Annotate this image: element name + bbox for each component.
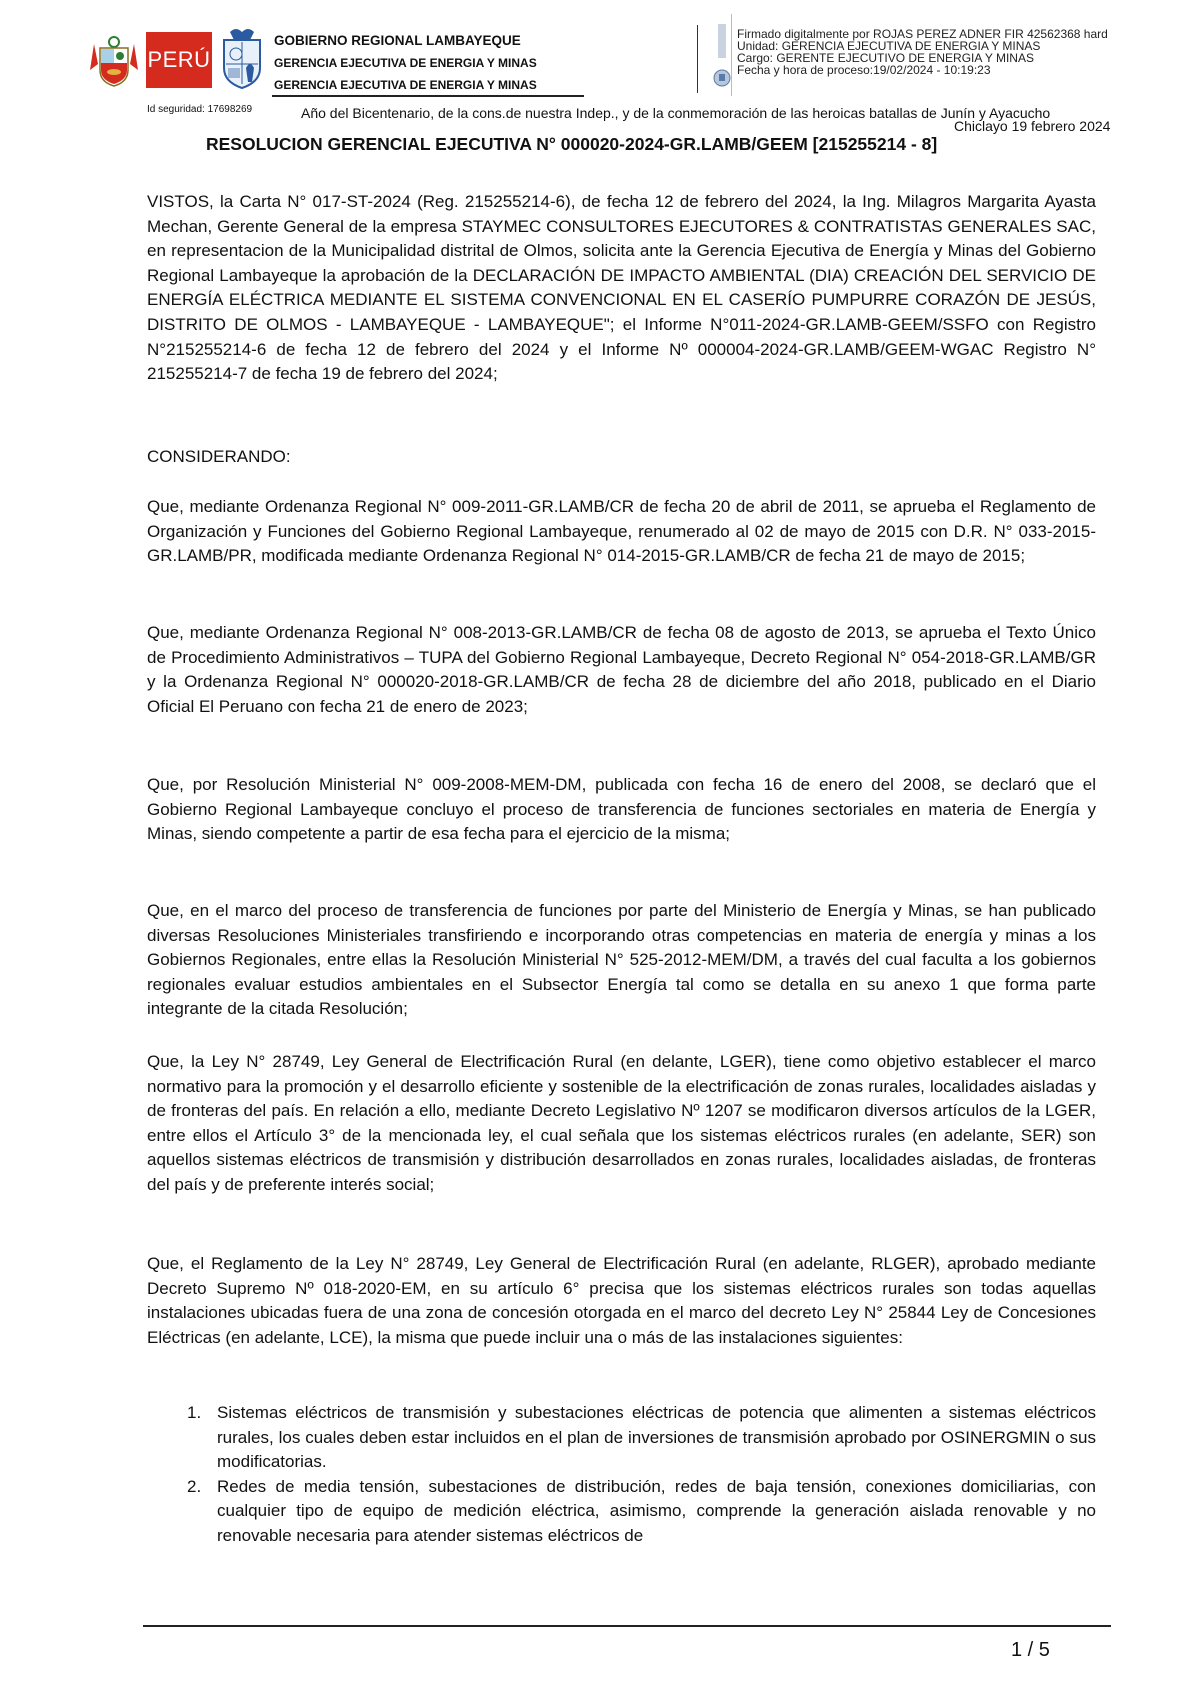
list-item (147, 1401, 1096, 1475)
paragraph: Que, mediante Ordenanza Regional N° 008-2013-GR.LAMB/CR de fecha 08 de agosto de 2013, se aprueba el Texto Único de Procedimiento Administrativos – TUPA del Gobierno Regional Lambayeque, Decreto Regional N° 054-2018-GR.LAMB/GR y la Ordenanza Regional N° 000020-2018-GR.LAMB/CR de fecha 28 de diciembre del año 2018, publicado en el Diario Oficial El Peruano con fecha 21 de enero de 2023; (147, 623, 1096, 716)
paragraph: Que, el Reglamento de la Ley N° 28749, Ley General de Electrificación Rural (en adelante, RLGER), aprobado mediante Decreto Supremo Nº 018-2020-EM, en su artículo 6° precisa que los sistemas eléctricos rurales son todas aquellas instalaciones ubicadas fuera de una zona de concesión otorgada en el marco del decreto Ley N° 25844 Ley de Concesiones Eléctricas (en adelante, LCE), la misma que puede incluir una o más de las instalaciones siguientes: (147, 1254, 1096, 1347)
list-item (147, 1475, 1096, 1549)
org-subtitle-2: GERENCIA EJECUTIVA DE ENERGIA Y MINAS (274, 78, 537, 92)
paragraph: Que, la Ley N° 28749, Ley General de Electrificación Rural (en delante, LGER), tiene como objetivo establecer el marco normativo para la promoción y el desarrollo eficiente y sostenible de la electrificación de zonas rurales, localidades aisladas y de fronteras del país. En relación a ello, mediante Decreto Legislativo Nº 1207 se modificaron diversos artículos de la LGER, entre ellos el Artículo 3° de la mencionada ley, el cual señala que los sistemas eléctricos rurales (en adelante, SER) son aquellos sistemas eléctricos de transmisión y distribución desarrollados en zonas rurales, localidades aisladas, de fronteras del país y de preferente interés social; (147, 1052, 1096, 1194)
paragraph: Que, por Resolución Ministerial N° 009-2008-MEM-DM, publicada con fecha 16 de enero del 2008, se declaró que el Gobierno Regional Lambayeque concluyo el proceso de transferencia de funciones sectoriales en materia de Energía y Minas, siendo competente a partir de esa fecha para el ejercicio de la misma; (147, 775, 1096, 844)
org-title: GOBIERNO REGIONAL LAMBAYEQUE (274, 33, 521, 48)
signature-unit: Unidad: GERENCIA EJECUTIVA DE ENERGIA Y MINAS (737, 39, 1041, 53)
list-item-text: Redes de media tensión, subestaciones de distribución, redes de baja tensión, conexiones domiciliarias, con cualquier tipo de equipo de medición eléctrica, asimismo, comprende la generación aislada renovable y no renovable necesaria para atender sistemas eléctricos de (217, 1476, 1096, 1545)
page-number: 1 / 5 (1011, 1639, 1050, 1661)
lambayeque-crest-icon (216, 24, 268, 90)
signature-divider (731, 14, 732, 96)
security-id: Id seguridad: 17698269 (147, 104, 253, 115)
peru-coat-of-arms-icon (88, 30, 140, 90)
signature-left-bar (697, 25, 698, 93)
signature-signer: Firmado digitalmente por ROJAS PEREZ ADNER FIR 42562368 hard (737, 27, 1108, 41)
vistos-paragraph: VISTOS, la Carta N° 017-ST-2024 (Reg. 215255214-6), de fecha 12 de febrero del 2024, la Ing. Milagros Margarita Ayasta Mechan, Gerente General de la empresa STAYMEC CONSULTORES EJECUTORES & CONTRATISTAS GENERALES SAC, en representacion de la Municipalidad distrital de Olmos, solicita ante la Gerencia Ejecutiva de Energía y Minas del Gobierno Regional Lambayeque la aprobación de la DECLARACIÓN DE IMPACTO AMBIENTAL (DIA) CREACIÓN DEL SERVICIO DE ENERGÍA ELÉCTRICA MEDIANTE EL SISTEMA CONVENCIONAL EN EL CASERÍO PUMPURRE CORAZÓN DE JESÚS, DISTRITO DE OLMOS - LAMBAYEQUE - LAMBAYEQUE"; el Informe N°011-2024-GR.LAMB-GEEM/SSFO con Registro N°215255214-6 de fecha 12 de febrero del 2024 y el Informe Nº 000004-2024-GR.LAMB/GEEM-WGAC Registro N° 215255214-7 de fecha 19 de febrero del 2024; (147, 192, 1096, 384)
resolution-title: RESOLUCION GERENCIAL EJECUTIVA N° 000020-2024-GR.LAMB/GEEM [215255214 - 8] (206, 134, 938, 154)
list-item-number: 2. (187, 1476, 202, 1496)
signature-role: Cargo: GERENTE EJECUTIVO DE ENERGIA Y MINAS (737, 51, 1034, 65)
peru-brand-logo (146, 32, 212, 88)
digital-signature-block (737, 28, 1108, 76)
considerando-heading: CONSIDERANDO: (147, 447, 291, 466)
list-item-number: 1. (187, 1403, 202, 1422)
signature-datetime: Fecha y hora de proceso:19/02/2024 - 10:19:23 (737, 63, 991, 77)
paragraph: Que, en el marco del proceso de transferencia de funciones por parte del Ministerio de Energía y Minas, se han publicado diversas Resoluciones Ministeriales transfiriendo e incorporando otras competencias en materia de energía y minas a los Gobiernos Regionales, entre ellas la Resolución Ministerial N° 525-2012-MEM/DM, a través del cual faculta a los gobiernos regionales evaluar estudios ambientales en el Subsector Energía tal como se detalla en su anexo 1 que forma parte integrante de la citada Resolución; (147, 901, 1096, 1019)
paragraph: Que, mediante Ordenanza Regional N° 009-2011-GR.LAMB/CR de fecha 20 de abril de 2011, se aprueba el Reglamento de Organización y Funciones del Gobierno Regional Lambayeque, renumerado al 02 de mayo de 2015 con D.R. N° 033-2015-GR.LAMB/PR, modificada mediante Ordenanza Regional N° 014-2015-GR.LAMB/CR de fecha 21 de mayo de 2015; (147, 497, 1096, 566)
peru-label: PERÚ (147, 47, 211, 72)
installations-list (147, 1401, 1096, 1549)
footer-divider (143, 1625, 1111, 1627)
org-subtitle-1: GERENCIA EJECUTIVA DE ENERGIA Y MINAS (274, 56, 537, 70)
list-item-text: Sistemas eléctricos de transmisión y subestaciones eléctricas de potencia que alimenten a sistemas eléctricos rurales, los cuales deben estar incluidos en el plan de inversiones de transmisión aprobado por OSINERGMIN o sus modificatorias. (217, 1403, 1096, 1472)
header-divider (272, 95, 584, 97)
city-date: Chiclayo 19 febrero 2024 (954, 118, 1111, 134)
year-motto: Año del Bicentenario, de la cons.de nuestra Indep., y de la conmemoración de las heroicas batallas de Junín y Ayacucho (301, 105, 1051, 121)
